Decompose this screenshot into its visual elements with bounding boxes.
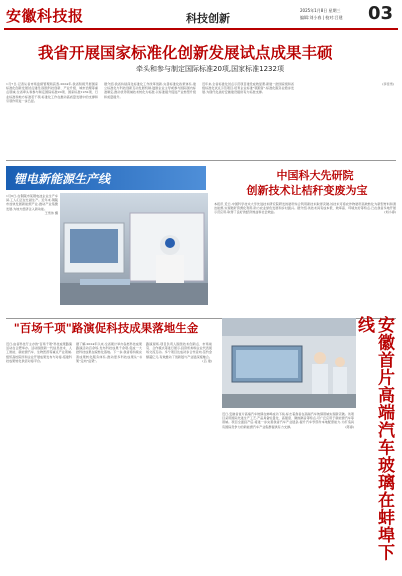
green-headline: "百场千项"路演促科技成果落地生金: [13, 321, 199, 335]
green-body-col3: [146, 342, 212, 570]
battery-factory-photo: [60, 193, 208, 305]
green-body-3: 路演现场,项目负责人围绕技术创新点、市场前景、合作模式等进行展示,投资机构和企业代表现场交流互动。多个项目达成初步合作意向,签约金额超亿元,有效推动了创新链与产业链深度融合。: [146, 342, 212, 359]
masthead: [0, 0, 402, 30]
green-body-col1: [6, 342, 72, 570]
lead-byline: (李佳雪): [382, 82, 394, 86]
battery-banner: 锂电新能源生产线: [14, 172, 111, 186]
lead-body-col4: [300, 82, 394, 160]
mobile-byline: (刘小春): [384, 210, 396, 215]
lead-body-col1: [6, 82, 98, 160]
mobile-headline-1: 中国科大先研院: [276, 169, 354, 182]
lead-body-col3: [202, 82, 294, 160]
lead-para2: 据介绍,我省持续深化标准化工作改革创新,完善标准化政策体系,建立标准化与科技创新互动发展机制,鼓励企业主导或参与国际国内标准制定,推动优势领域技术转化为标准,以标准提升促进产业转型升级和质量提升。: [104, 82, 196, 99]
glass-workshop-image: [222, 318, 356, 408]
factory-scene-image: [60, 193, 208, 305]
green-byline: (吕 建): [202, 358, 212, 363]
glass-vertical-headline: 安徽首片高端汽车玻璃在蚌埠下线: [354, 316, 394, 561]
glass-byline: (陈春): [345, 424, 354, 429]
glass-body-text: 近日,安徽省首片高端汽车玻璃在蚌埠成功下线,标志着我省在高端汽车玻璃领域实现新突破。该项目采用国际先进生产工艺,产品具备轻量化、高强度、隔热隔音等特点,可广泛应用于新能源汽车等领域。项目全面投产后,将进一步完善我省汽车产业链条,提升汽车零部件本地配套能力,为打造具有国际竞争力的新能源汽车产业集群提供有力支撑。: [222, 412, 354, 429]
battery-caption-box: [6, 194, 58, 304]
lead-subhead: 牵头和参与制定国际标准20项,国家标准1232项: [136, 65, 284, 73]
lead-para3: 近年来,全省标准化试点示范项目建设成效显著,新建一批国家级和省级标准化试点示范项目,培育企业标准"领跑者",标准化服务业稳步发展,为现代化美好安徽建设提供有力标准支撑。: [202, 82, 294, 95]
paper-name: 安徽科技报: [6, 7, 84, 25]
green-body-col2: [76, 342, 142, 570]
glass-factory-photo: [222, 318, 356, 408]
mobile-body-text: 本报讯 近日,中国科学技术大学先进技术研究院研发的秸秆综合利用新技术取得突破,该技术可将农作物秸秆高效转化为新型材料和清洁能源,实现秸秆资源化利用,助力农业绿色发展和乡村振兴。据介绍,该技术具有成本低、效率高、环境友好等特点,已在我省多地开展示范应用,取得了良好的经济效益和社会效益。: [214, 202, 396, 215]
mobile-body: [214, 202, 396, 302]
lead-headline: 我省开展国家标准化创新发展试点成果丰硕: [38, 44, 333, 62]
battery-caption: 1月6日,在铜陵市某锂电池企业生产车间,工人们正在忙碌生产。近年来,铜陵市加快发展新能源产业,推动产业集聚发展,为地方经济注入新动能。: [6, 194, 58, 211]
section-divider: [6, 160, 396, 161]
glass-body: [222, 412, 354, 570]
green-body-2: 据了解,2024年以来,全省累计举办各类科技成果路演活动百余场,发布科技成果千余项,促成一大批科技成果在皖转化落地。下一步,我省将持续完善成果转化服务体系,推动更多科技成果从"书架"走向"货架"。: [76, 342, 142, 363]
mobile-headline-2: 创新技术让桔秆变废为宝: [246, 184, 368, 197]
green-body-1: 近日,由省科技厅主办的"百场千项"科技成果路演活动在合肥举办。活动围绕新一代信息技术、人工智能、新能源汽车、生物医药等重点产业领域,组织高校院所和企业开展成果发布与对接,搭建科技成果转化供需对接平台。: [6, 342, 72, 363]
battery-photo-credit: 王雪伟 摄: [44, 210, 58, 215]
page-number: 03: [368, 3, 394, 24]
lead-body-col2: [104, 82, 196, 160]
editor-line: 编辑:刘小春 | 校对:吕建: [300, 15, 343, 20]
lead-para1: 1月7日,记者从省市场监督管理局获悉,2024年,我省积极开展国家标准化创新发展试点建设,围绕科技创新、产业升级、城市治理等重点领域,全省牵头和参与制定国际标准20项、国家标准1232项、行业标准和地方标准若干项,标准化工作在推动高质量发展中的支撑和引领作用进一步凸显。: [6, 82, 98, 103]
section-label: 科技创新: [186, 12, 230, 25]
date-line: 2025年1月8日 星期三: [300, 8, 341, 13]
masthead-rule: [4, 28, 398, 30]
